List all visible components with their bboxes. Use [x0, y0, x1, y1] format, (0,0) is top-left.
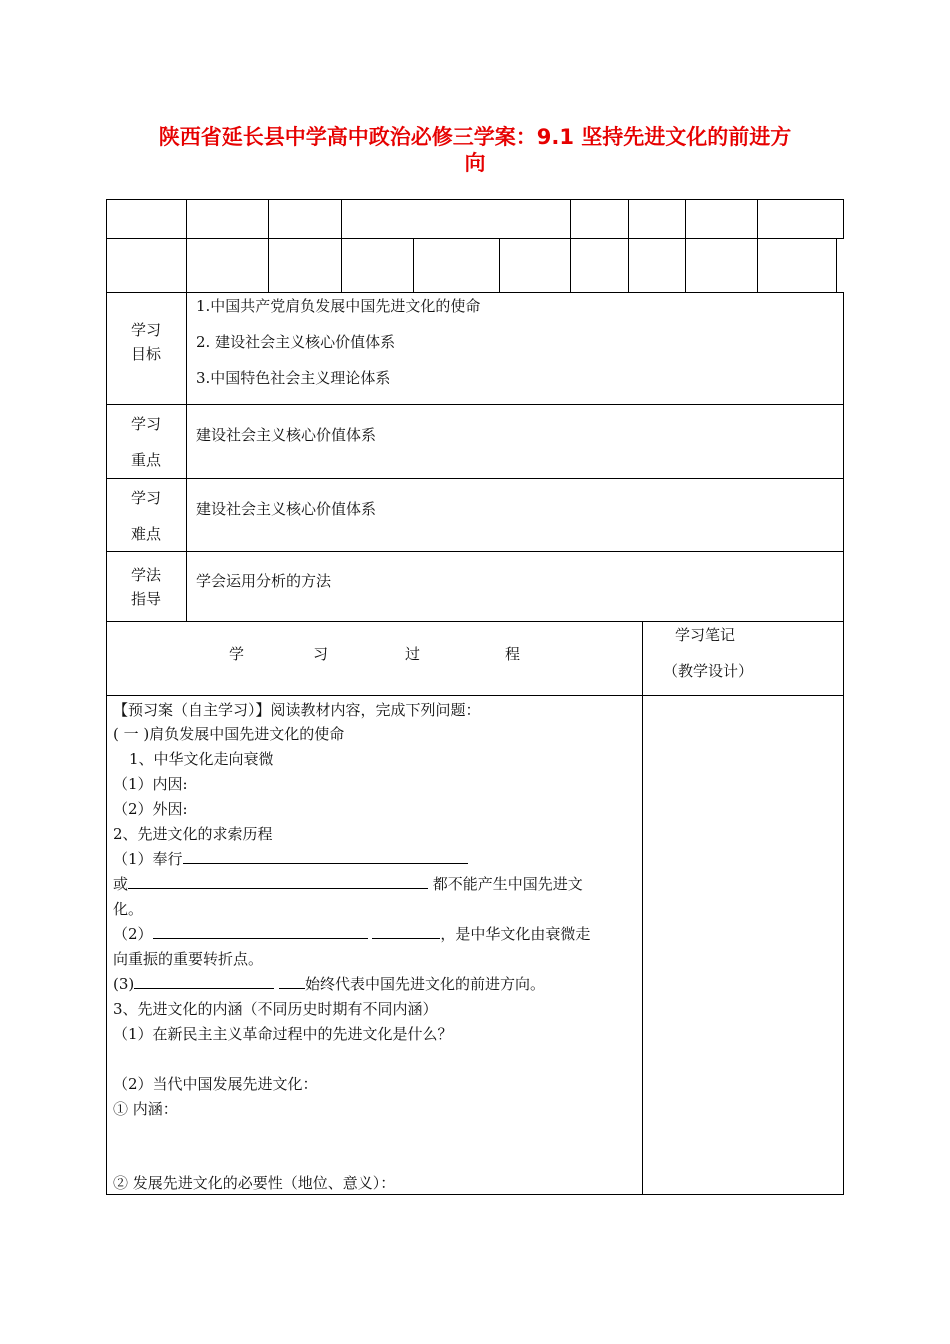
item-2c [113, 972, 545, 996]
item-1b: （2）外因: [113, 800, 188, 818]
item-3b2: ② 发展先进文化的必要性（地位、意义）： [113, 1174, 396, 1192]
item-2c-prefix: (3) [113, 975, 135, 993]
fill-blank[interactable] [128, 872, 428, 889]
fill-blank[interactable] [183, 847, 468, 864]
method-label: 学法 指导 [130, 566, 161, 608]
item-2a-prefix: （1）奉行 [113, 850, 183, 868]
document-title-line1: 陕西省延长县中学高中政治必修三学案：9.1 坚持先进文化的前进方 [158, 125, 792, 149]
info-table [106, 292, 844, 622]
objectives-label: 学习 目标 [130, 321, 161, 363]
notes-title: 学习笔记 [675, 626, 736, 644]
item-2b-suffix: ，是中华文化由衰微走 [440, 925, 591, 943]
process-char-1: 学 [229, 645, 245, 663]
item-2b-prefix: （2） [113, 925, 153, 943]
item-3: 3、先进文化的内涵（不同历史时期有不同内涵） [113, 1000, 438, 1018]
objective-2: 2. 建设社会主义核心价值体系 [196, 333, 396, 351]
item-2c-suffix: 始终代表中国先进文化的前进方向。 [305, 975, 546, 993]
objective-3: 3.中国特色社会主义理论体系 [196, 369, 391, 387]
section-1-heading: ( 一 )肩负发展中国先进文化的使命 [113, 725, 345, 743]
header-grid-row1 [106, 199, 844, 239]
objective-1: 1.中国共产党肩负发展中国先进文化的使命 [196, 297, 481, 315]
difficulties-text: 建设社会主义核心价值体系 [196, 500, 377, 518]
document-title-line2: 向 [464, 151, 486, 175]
item-2b [113, 922, 590, 946]
process-char-2: 习 [313, 645, 329, 663]
item-2: 2、先进文化的求索历程 [113, 825, 273, 843]
key-points-text: 建设社会主义核心价值体系 [196, 426, 377, 444]
fill-blank[interactable] [372, 922, 440, 939]
intro-text: 【预习案（自主学习）】阅读教材内容，完成下列问题： [113, 701, 481, 719]
process-header [106, 621, 844, 696]
fill-blank[interactable] [279, 972, 305, 989]
process-body [106, 695, 844, 1195]
item-3b: （2）当代中国发展先进文化： [113, 1075, 318, 1093]
item-3b1: ① 内涵： [113, 1100, 178, 1118]
notes-subtitle: （教学设计） [663, 662, 754, 680]
item-1a: （1）内因: [113, 775, 188, 793]
difficulties-label: 学习 难点 [130, 489, 161, 543]
item-1: 1、中华文化走向衰微 [129, 750, 274, 768]
item-2a [113, 847, 468, 871]
method-text: 学会运用分析的方法 [196, 572, 332, 590]
header-grid-row2 [106, 238, 837, 293]
process-char-3: 过 [405, 645, 421, 663]
fill-blank[interactable] [153, 922, 368, 939]
item-2b-end: 向重振的重要转折点。 [113, 950, 264, 968]
fill-blank[interactable] [134, 972, 274, 989]
key-points-label: 学习 重点 [130, 415, 161, 469]
item-3a: （1）在新民主主义革命过程中的先进文化是什么？ [113, 1025, 453, 1043]
item-2a-cont [113, 872, 583, 896]
item-2a-cont-suffix: 都不能产生中国先进文 [432, 875, 583, 893]
process-char-4: 程 [505, 645, 521, 663]
item-2a-end: 化。 [113, 900, 144, 918]
item-2a-cont-prefix: 或 [113, 875, 129, 893]
